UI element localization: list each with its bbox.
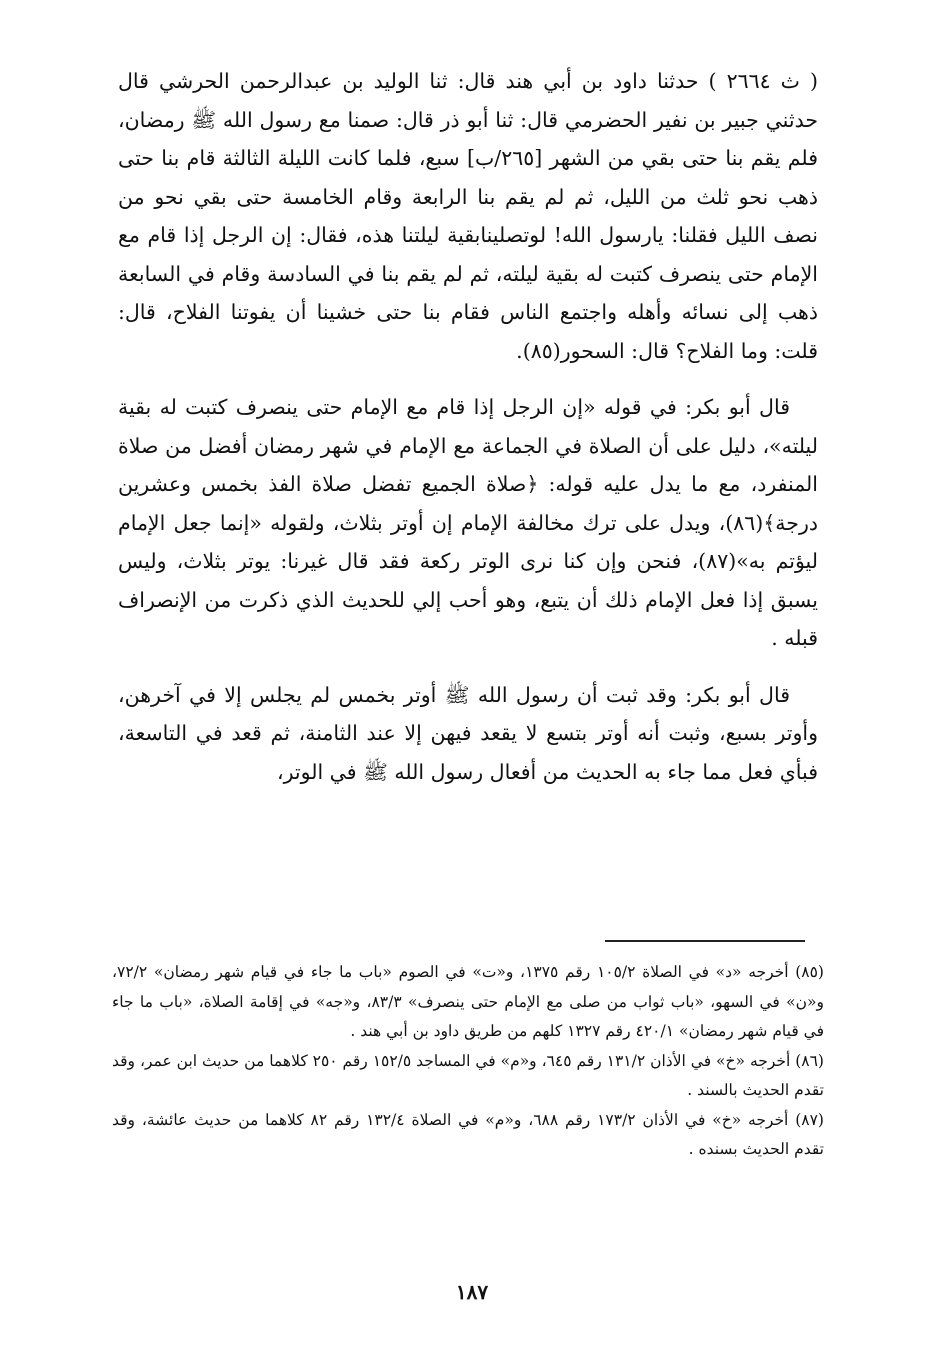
footnote-separator	[605, 940, 805, 942]
paragraph-hadith: ( ث ٢٦٦٤ ) حدثنا داود بن أبي هند قال: ثنا الوليد بن عبدالرحمن الحرشي قال حدثني جبير بن نفير الحضرمي قال: ثنا أبو ذر قال: صمنا مع رسول الله ﷺ رمضان، فلم يقم بنا حتى بقي من الشهر [٢٦٥/ب] سبع، فلما كانت الليلة الثالثة قام بنا حتى ذهب نحو ثلث من الليل، ثم لم يقم بنا الرابعة وقام الخامسة حتى بقي نحو من نصف الليل فقلنا: يارسول الله! لوتصلينابقية ليلتنا هذه، فقال: إن الرجل إذا قام مع الإمام حتى ينصرف كتبت له بقية ليلته، ثم لم يقم بنا في السادسة وقام في السابعة ذهب إلى نسائه وأهله واجتمع الناس فقام بنا حتى خشينا أن يفوتنا الفلاح، قال: قلت: وما الفلاح؟ قال: السحور(٨٥).	[118, 69, 818, 363]
paragraph-commentary-2: قال أبو بكر: وقد ثبت أن رسول الله ﷺ أوتر بخمس لم يجلس إلا في آخرهن، وأوتر بسبع، وثبت أنه أوتر بتسع لا يقعد فيهن إلا عند الثامنة، ثم قعد في التاسعة، فبأي فعل مما جاء به الحديث من أفعال رسول الله ﷺ في الوتر،	[118, 682, 818, 784]
footnote-85: (٨٥) أخرجه «د» في الصلاة ١٠٥/٢ رقم ١٣٧٥، و«ت» في الصوم «باب ما جاء في قيام شهر رمضان» ٧٢/٢، و«ن» في السهو، «باب ثواب من صلى مع الإمام حتى ينصرف» ٨٣/٣، و«جه» في إقامة الصلاة، «باب ما جاء في قيام شهر رمضان» ٤٢٠/١ رقم ١٣٢٧ كلهم من طريق داود بن أبي هند .	[112, 963, 824, 1040]
page-number: ١٨٧	[455, 1280, 489, 1304]
footnote-86: (٨٦) أخرجه «خ» في الأذان ١٣١/٢ رقم ٦٤٥، و«م» في المساجد ١٥٢/٥ رقم ٢٥٠ كلاهما من حديث ابن عمر، وقد تقدم الحديث بالسند .	[112, 1051, 824, 1099]
footnote-87: (٨٧) أخرجه «خ» في الأذان ١٧٣/٢ رقم ٦٨٨، و«م» في الصلاة ١٣٢/٤ رقم ٨٢ كلاهما من حديث عائشة، وقد تقدم الحديث بسنده .	[112, 1110, 824, 1158]
paragraph-commentary-1: قال أبو بكر: في قوله «إن الرجل إذا قام مع الإمام حتى ينصرف كتبت له بقية ليلته»، دليل على أن الصلاة في الجماعة مع الإمام في شهر رمضان أفضل من صلاة المنفرد، مع ما يدل عليه قوله: ﴿صلاة الجميع تفضل صلاة الفذ بخمس وعشرين درجة﴾(٨٦)، ويدل على ترك مخالفة الإمام إن أوتر بثلاث، ولقوله «إنما جعل الإمام ليؤتم به»(٨٧)، فنحن وإن كنا نرى الوتر ركعة فقد قال غيرنا: يوتر بثلاث، وليس يسبق إذا فعل الإمام ذلك أن يتبع، وهو أحب إلي للحديث الذي ذكرت من الإنصراف قبله .	[118, 395, 818, 650]
main-text	[118, 62, 818, 809]
footnotes	[112, 958, 824, 1165]
